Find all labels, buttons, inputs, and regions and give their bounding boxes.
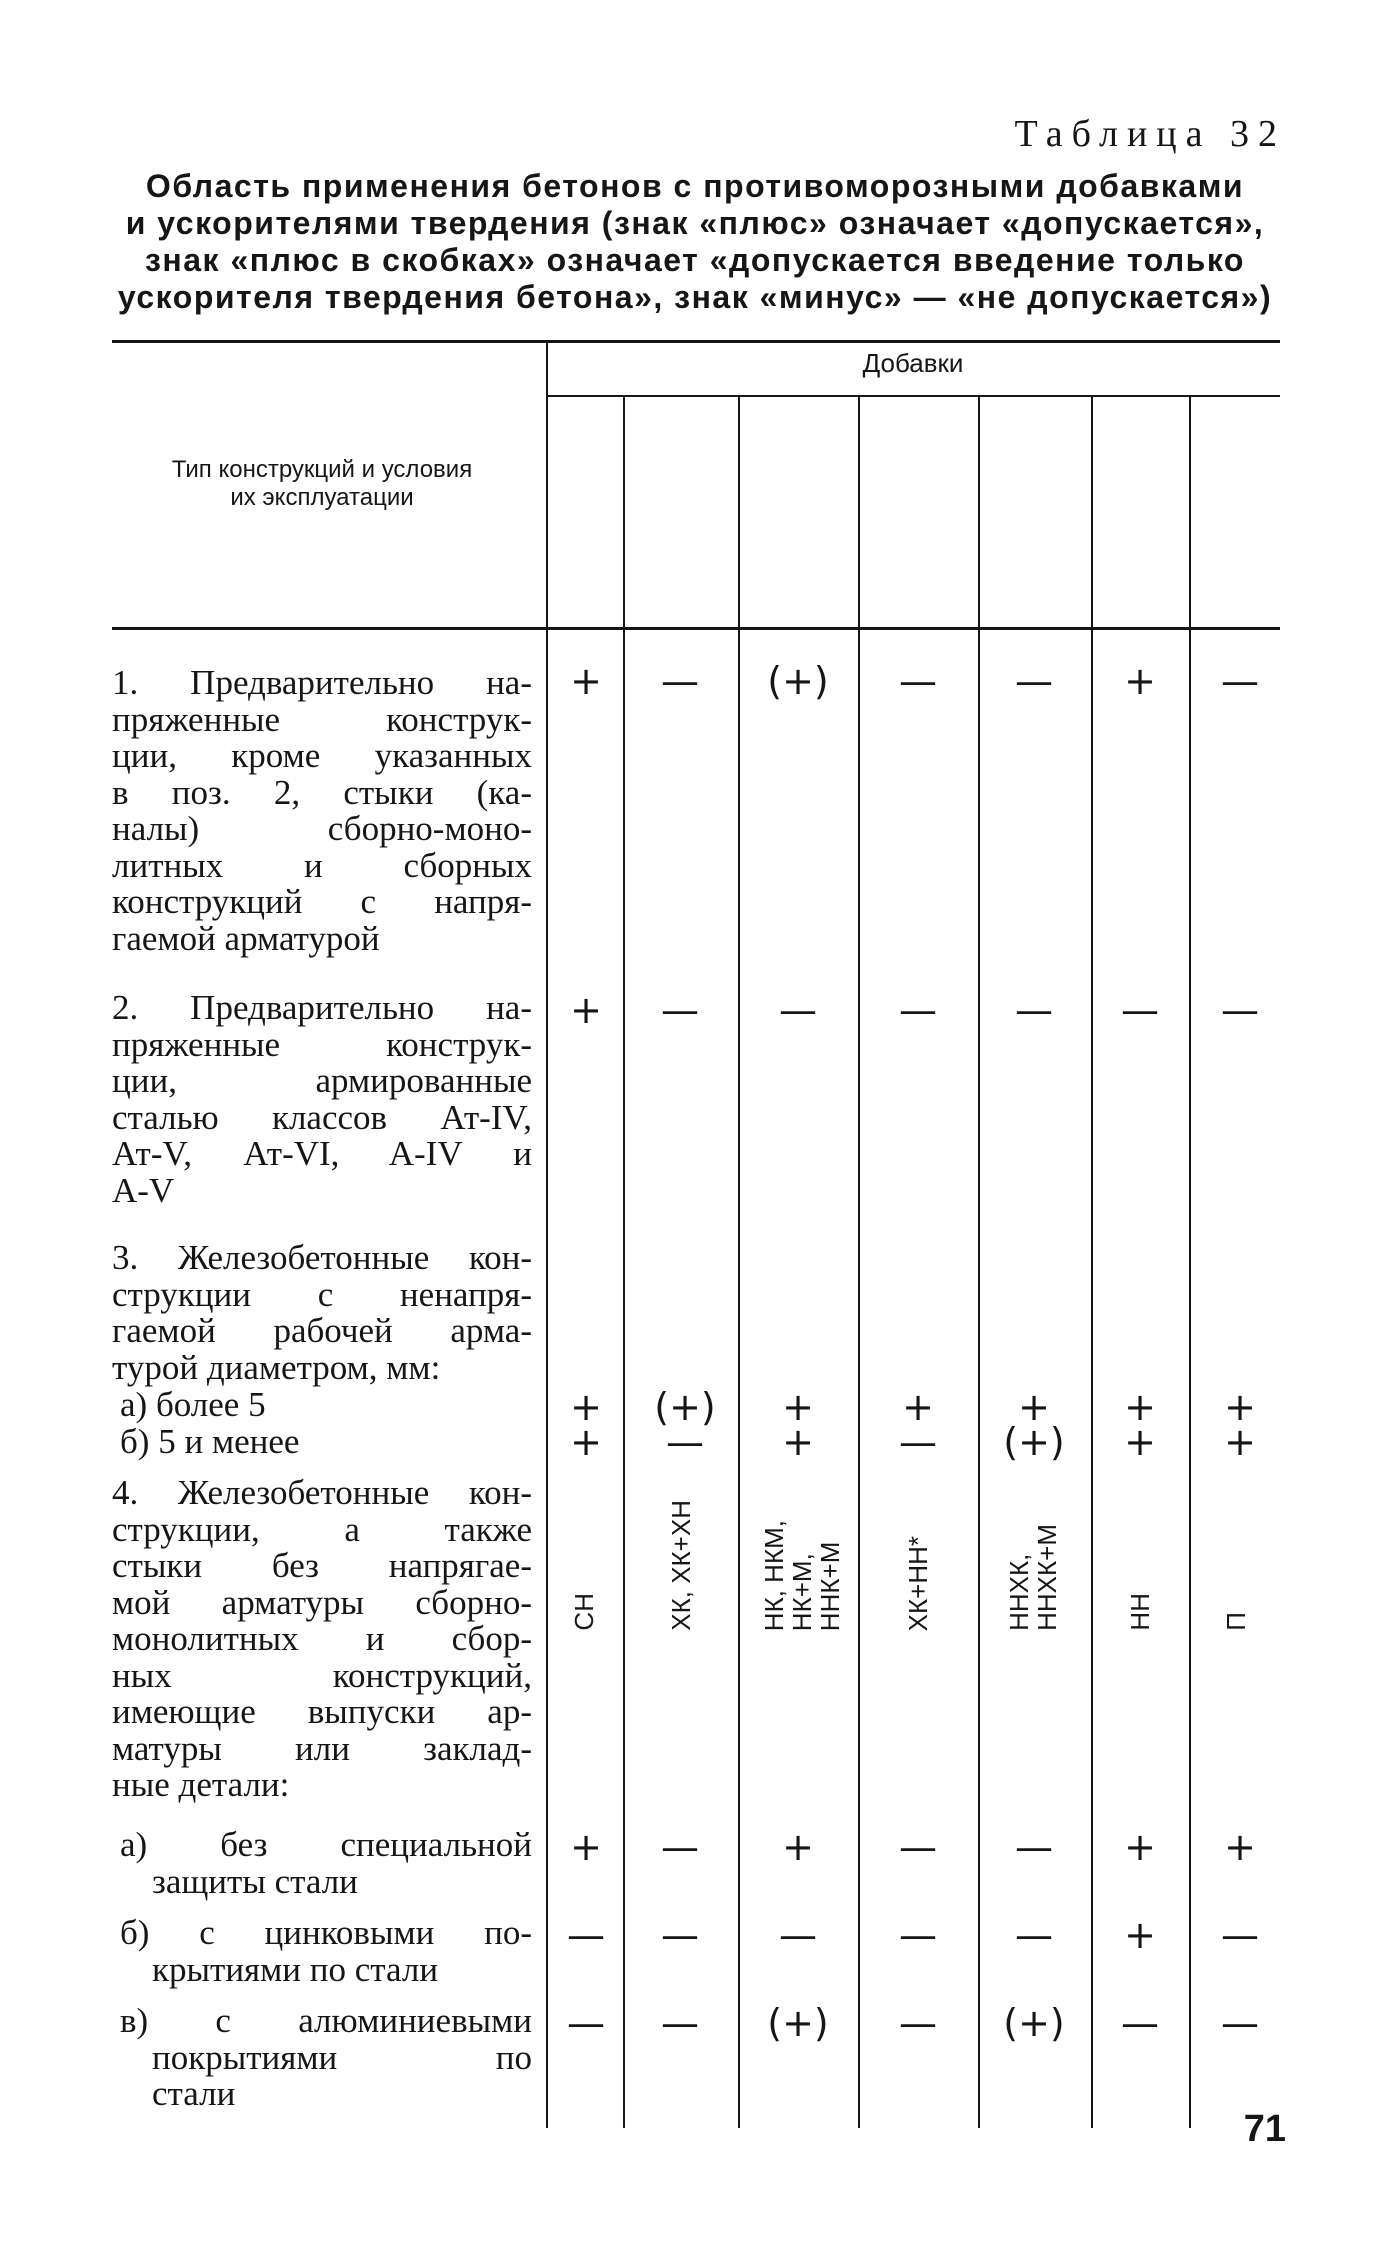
cell-value: (+) [767, 2001, 829, 2045]
text-line: ные детали: [112, 1765, 290, 1804]
text-line: стали [152, 2074, 236, 2113]
cell-value: (+) [1003, 2001, 1065, 2045]
cell-value: — [1015, 1825, 1053, 1869]
cell-value: + [570, 1420, 602, 1464]
text-line: ных конструкций, [112, 1655, 532, 1695]
column-header-sn [570, 1593, 598, 1631]
cell-value: + [902, 1385, 934, 1429]
stub-header-line: Тип конструкций и условия [171, 456, 473, 483]
text-line: 2. Предварительно на- [112, 988, 532, 1027]
column-rule [738, 397, 740, 2128]
cell-value: + [570, 1825, 602, 1869]
column-header-nnhk [1005, 1524, 1061, 1631]
column-header-line: ННК+М [815, 1541, 845, 1631]
cell-value: + [570, 1385, 602, 1429]
cell-value: + [782, 1420, 814, 1464]
cell-value: — [1015, 988, 1053, 1032]
cell-value: (+) [767, 659, 829, 703]
cell-value: — [666, 1420, 704, 1464]
text-line: в) с алюминиевыми [120, 2001, 532, 2040]
row-3-description [112, 1240, 532, 1386]
cell-value: + [1224, 1420, 1256, 1464]
cell-value: — [779, 988, 817, 1032]
column-header-line: НК, НКМ, [759, 1519, 789, 1631]
cell-value: — [1015, 1913, 1053, 1957]
text-line: ции, кроме указанных [112, 736, 532, 775]
cell-value: — [1015, 659, 1053, 703]
row-4c-description [120, 2001, 532, 2113]
column-header-hk-nn [904, 1536, 932, 1631]
text-line: 4. Железобетонные кон- [112, 1473, 532, 1512]
table-label: Таблица 32 [1014, 113, 1286, 155]
text-line: монолитных и сбор- [112, 1619, 532, 1658]
cell-value: — [567, 2001, 605, 2045]
text-line: конструкций с напря- [112, 882, 532, 921]
cell-value: + [1124, 1825, 1156, 1869]
text-line: струкции с ненапря- [112, 1274, 532, 1314]
column-rule [1189, 397, 1191, 2128]
column-header-nn [1126, 1593, 1154, 1631]
column-rule [1091, 397, 1093, 2128]
cell-value: — [899, 988, 937, 1032]
cell-value: + [570, 988, 602, 1032]
stub-header [112, 456, 532, 512]
row-2-description [112, 990, 532, 1209]
column-header-line: НН [1125, 1593, 1155, 1631]
text-line: в поз. 2, стыки (ка- [112, 772, 532, 812]
cell-value: — [1221, 659, 1259, 703]
cell-value: (+) [1003, 1420, 1065, 1464]
column-header-line: ННХК+М [1032, 1524, 1062, 1631]
cell-value: — [1221, 2001, 1259, 2045]
cell-value: + [1124, 659, 1156, 703]
cell-value: — [1121, 988, 1159, 1032]
text-line: пряженные конструк- [112, 1024, 532, 1064]
cell-value: + [1018, 1385, 1050, 1429]
text-line: A-V [112, 1170, 175, 1210]
text-line: б) 5 и менее [120, 1422, 300, 1461]
stub-header-line: их эксплуатации [230, 484, 414, 511]
text-line: покрытиями по [152, 2037, 532, 2077]
text-line: защиты стали [152, 1861, 358, 1901]
cell-value: + [1224, 1825, 1256, 1869]
caption-line: знак «плюс в скобках» означает «допускается введение только [145, 242, 1245, 278]
text-line: струкции, а также [112, 1509, 532, 1549]
caption-line: ускорителя твердения бетона», знак «минус» — «не допускается») [117, 279, 1273, 315]
cell-value: + [570, 659, 602, 703]
table-caption [100, 168, 1290, 316]
text-line: б) с цинковыми по- [120, 1913, 532, 1952]
text-line: сталью классов Ат-IV, [112, 1097, 532, 1137]
column-rule [623, 397, 625, 2128]
text-line: крытиями по стали [152, 1949, 439, 1989]
cell-value: — [661, 2001, 699, 2045]
cell-value: + [782, 1385, 814, 1429]
cell-value: — [661, 659, 699, 703]
caption-line: и ускорителями твердения (знак «плюс» означает «допускается», [125, 205, 1265, 241]
column-header-hk [667, 1500, 695, 1631]
row-4b-description [120, 1913, 532, 1989]
cell-value: — [1221, 988, 1259, 1032]
cell-value: + [1224, 1385, 1256, 1429]
additives-group-header: Добавки [862, 348, 964, 378]
column-header-line: П [1221, 1612, 1251, 1631]
cell-value: (+) [654, 1385, 716, 1429]
column-header-line: СН [569, 1593, 599, 1631]
cell-value: — [661, 1825, 699, 1869]
group-header-rule [546, 395, 1280, 397]
cell-value: + [1124, 1420, 1156, 1464]
text-line: матуры или заклад- [112, 1728, 532, 1768]
column-header-line: ХК, ХК+ХН [666, 1500, 696, 1631]
header-bottom-rule [112, 627, 1280, 630]
text-line: гаемой рабочей арма- [112, 1311, 532, 1350]
text-line: имеющие выпуски ар- [112, 1692, 532, 1731]
caption-line: Область применения бетонов с противоморозными добавками [145, 168, 1245, 204]
row-3a-description [120, 1387, 540, 1424]
row-4a-description [120, 1825, 532, 1901]
row-3b-description [120, 1424, 540, 1461]
cell-value: — [661, 1913, 699, 1957]
text-line: 3. Железобетонные кон- [112, 1238, 532, 1277]
column-header-p [1222, 1612, 1250, 1631]
text-line: ции, армированные [112, 1061, 532, 1100]
cell-value: + [1124, 1385, 1156, 1429]
cell-value: — [899, 1913, 937, 1957]
text-line: пряженные конструк- [112, 699, 532, 739]
cell-value: — [779, 1913, 817, 1957]
text-line: турой диаметром, мм: [112, 1347, 441, 1387]
row-4-description [112, 1475, 532, 1804]
text-line: стыки без напрягае- [112, 1546, 532, 1585]
text-line: налы) сборно-моно- [112, 809, 532, 848]
column-rule [858, 397, 860, 2128]
cell-value: + [1124, 1913, 1156, 1957]
text-line: 1. Предварительно на- [112, 663, 532, 702]
cell-value: — [567, 1913, 605, 1957]
column-header-line: НК+М, [787, 1553, 817, 1631]
cell-value: — [1221, 1913, 1259, 1957]
table-top-rule [112, 340, 1280, 343]
column-header-line: ННХК, [1004, 1553, 1034, 1631]
row-1-description [112, 665, 532, 957]
cell-value: — [899, 659, 937, 703]
cell-value: + [782, 1825, 814, 1869]
text-line: а) более 5 [120, 1385, 266, 1424]
column-header-nk [760, 1520, 844, 1631]
column-header-line: ХК+НН* [903, 1535, 933, 1631]
page-number: 71 [1243, 2108, 1286, 2150]
cell-value: — [1121, 2001, 1159, 2045]
text-line: гаемой арматурой [112, 918, 380, 958]
text-line: а) без специальной [120, 1825, 532, 1864]
column-rule [978, 397, 980, 2128]
text-line: Ат-V, Ат-VI, A-IV и [112, 1134, 532, 1173]
text-line: литных и сборных [112, 845, 532, 885]
cell-value: — [661, 988, 699, 1032]
cell-value: — [899, 2001, 937, 2045]
cell-value: — [899, 1420, 937, 1464]
cell-value: — [899, 1825, 937, 1869]
text-line: мой арматуры сборно- [112, 1582, 532, 1622]
